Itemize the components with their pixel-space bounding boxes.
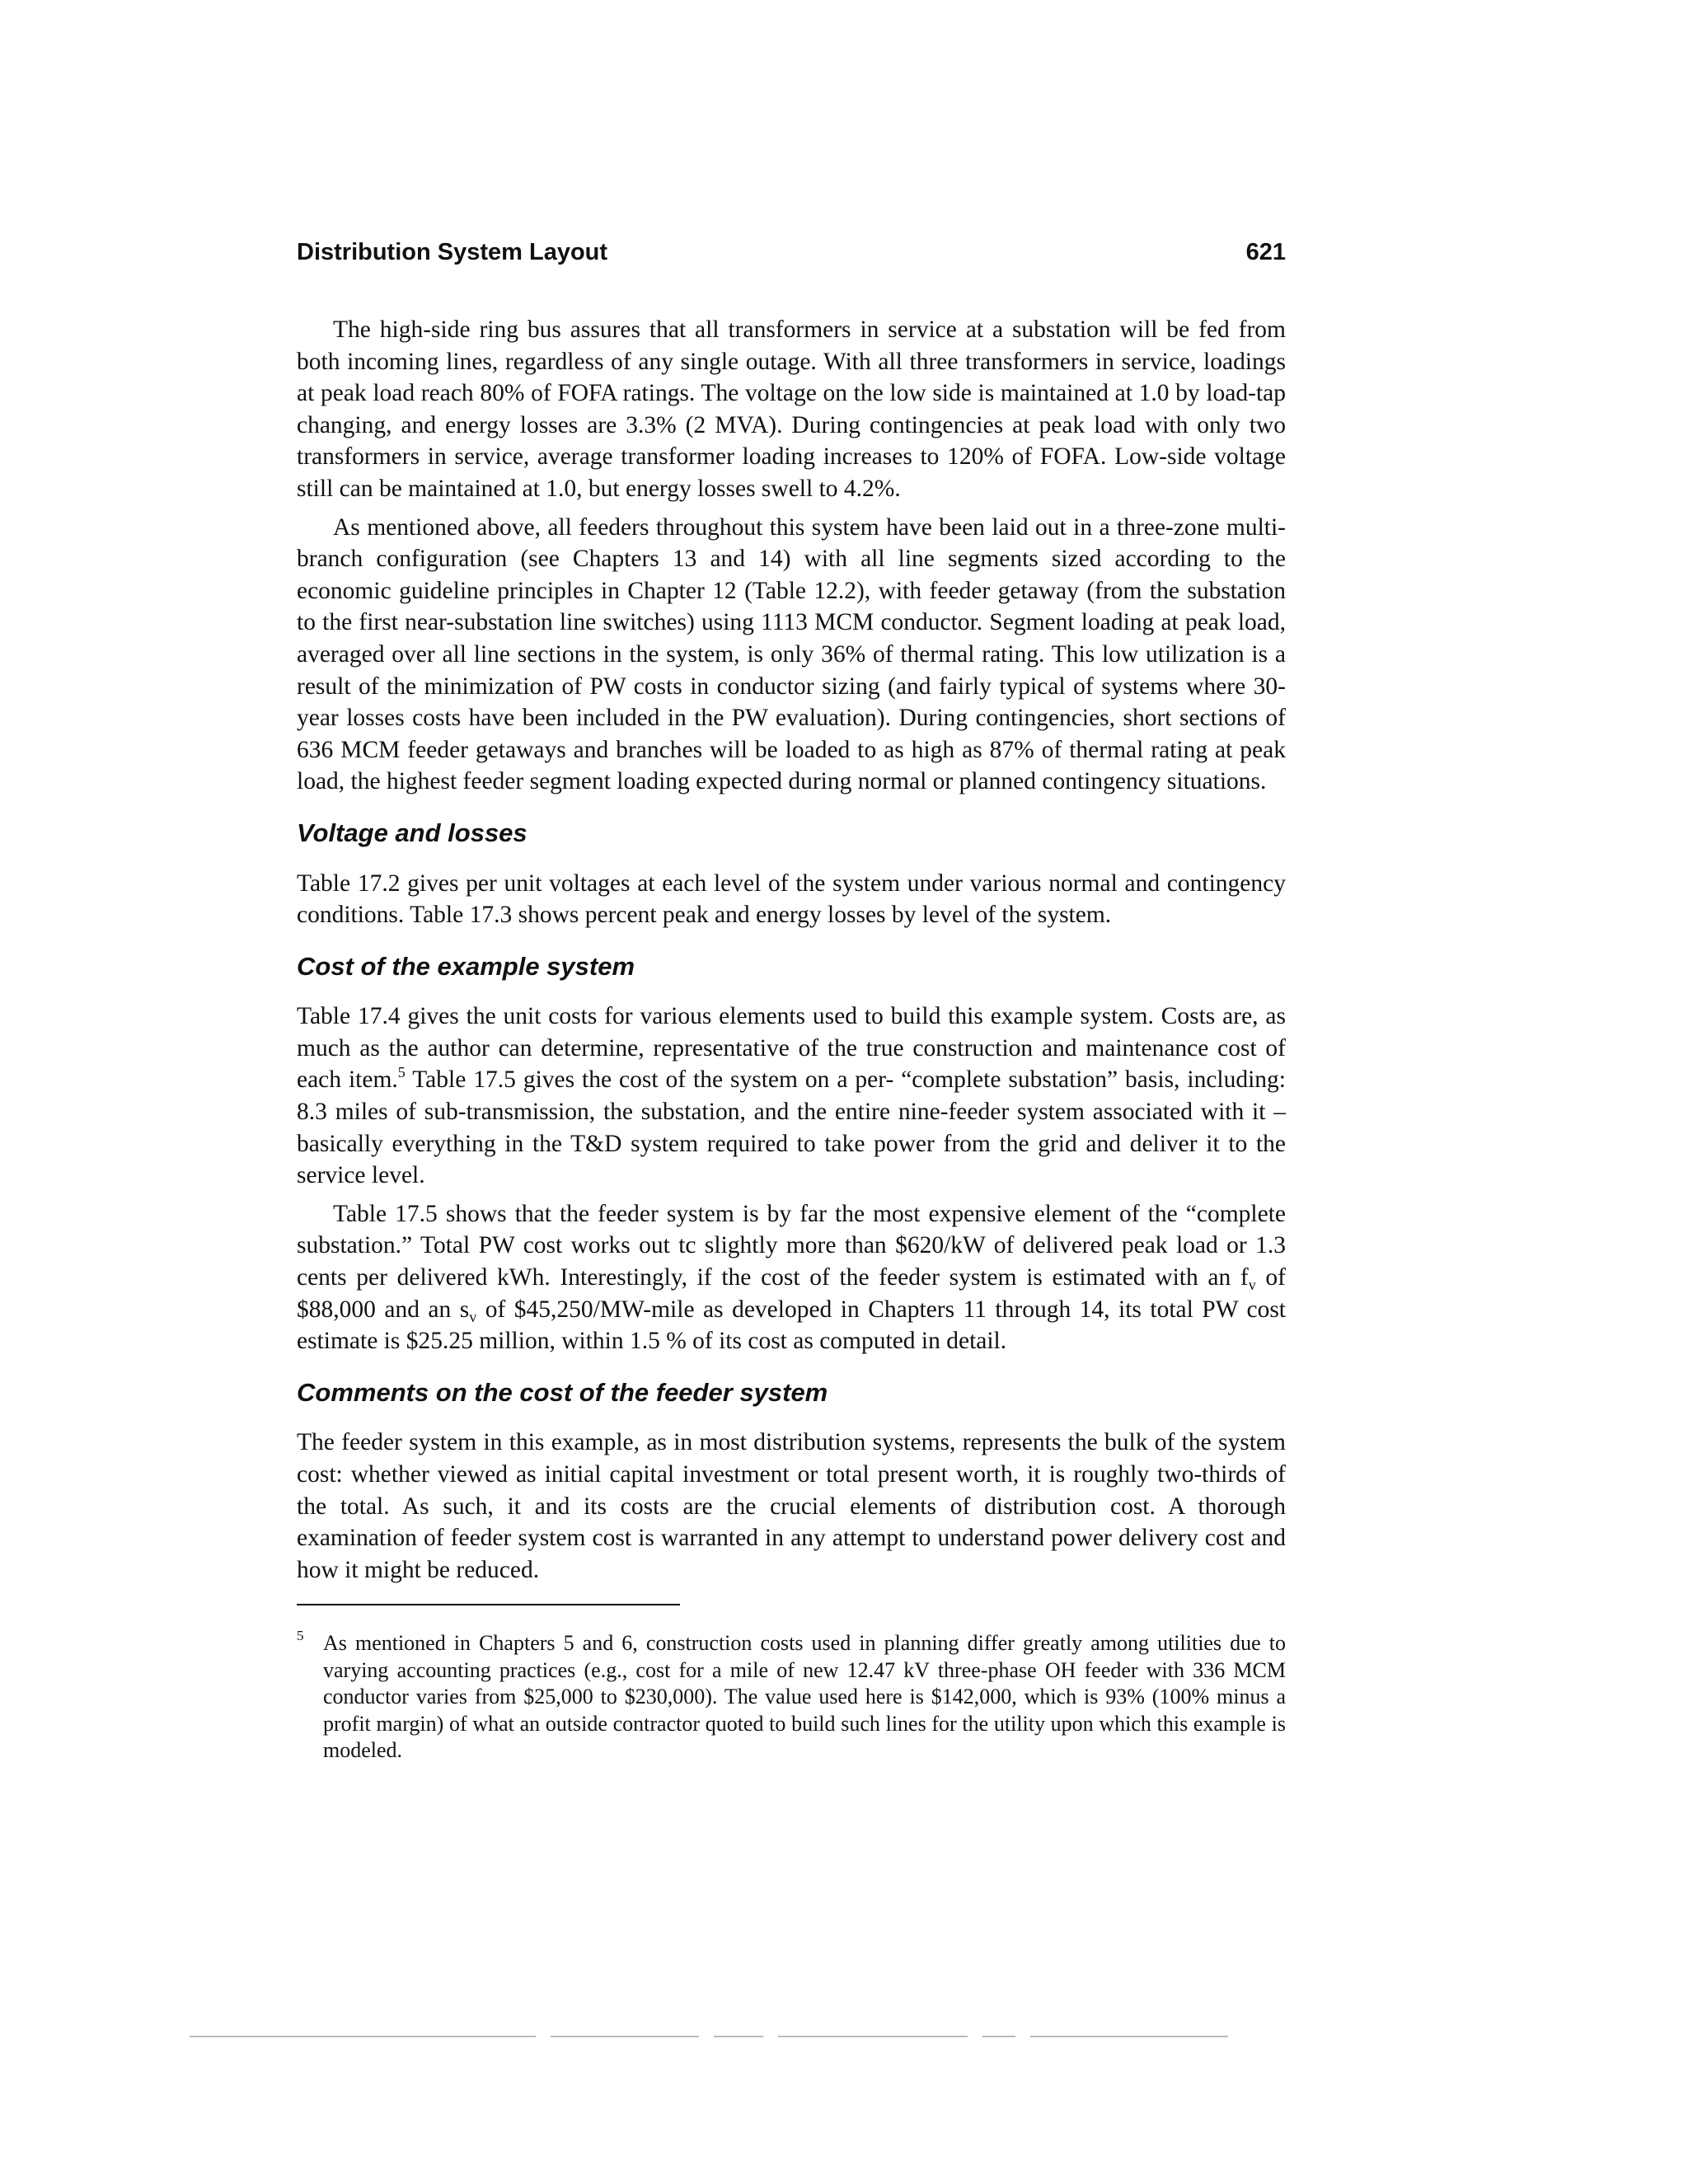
text-span: of $88,000 and an s xyxy=(297,1264,1286,1323)
header-title: Distribution System Layout xyxy=(297,239,608,265)
text-span: Table 17.5 gives the cost of the system on a per- “complete substation” basis, including: 8.3 miles of sub-transmission, the substation, and the entire nine-feeder system associated with it – basically everything in the T&D system required to take power from the grid and deliver it to the service level. xyxy=(297,1066,1286,1189)
subscript-v: v xyxy=(469,1308,477,1325)
subscript-v: v xyxy=(1248,1277,1256,1294)
paragraph-feeder-cost xyxy=(297,1198,1286,1357)
body-text xyxy=(297,314,1286,1586)
text-span: of $45,250/MW-mile as developed in Chapters 11 through 14, its total PW cost estimate is $25.25 million, within 1.5 % of its cost as computed in detail. xyxy=(297,1296,1287,1355)
heading-cost-example: Cost of the example system xyxy=(297,951,635,981)
scan-artifact-line xyxy=(190,2036,1475,2039)
paragraph-ring-bus: The high-side ring bus assures that all transformers in service at a substation will be fed from both incoming lines, regardless of any single outage. With all three transformers in service, loadings at peak load reach 80% of FOFA ratings. The voltage on the low side is maintained at 1.0 by load-tap changing, and energy losses are 3.3% (2 MVA). During contingencies at peak load with only two transformers in service, average transformer loading increases to 120% of FOFA. Low-side voltage still can be maintained at 1.0, but energy losses swell to 4.2%. xyxy=(297,316,1286,502)
footnote-reference: 5 xyxy=(397,1064,406,1081)
footnote: 5 As mentioned in Chapters 5 and 6, construction costs used in planning differ greatly among utilities due to varying accounting practices (e.g., cost for a mile of new 12.47 kV three-phase OH feeder with 336 MCM conductor varies from $25,000 to $230,000). The value used here is $142,000, which is 93% (100% minus a profit margin) of what an outside contractor quoted to build such lines for the utility upon which this example is modeled. xyxy=(297,1628,1286,1763)
paragraph-unit-costs xyxy=(297,1001,1286,1192)
running-header xyxy=(297,239,1286,266)
scan-mark xyxy=(1030,2036,1228,2037)
document-page xyxy=(297,239,1286,1765)
heading-voltage-losses: Voltage and losses xyxy=(297,818,528,847)
paragraph-voltage: Table 17.2 gives per unit voltages at each level of the system under various normal and contingency conditions. Table 17.3 shows percent peak and energy losses by level of the system. xyxy=(297,869,1286,929)
footnote-divider xyxy=(297,1604,680,1605)
scan-mark xyxy=(714,2036,763,2037)
text-span: Table 17.5 shows that the feeder system is by far the most expensive element of the “complete substation.” Total PW cost works out tc slightly more than $620/kW of delivered peak load or 1.3 cents per delivered kWh. Interestingly, if the cost of the feeder system is estimated with an f xyxy=(297,1200,1286,1291)
footnote-text: As mentioned in Chapters 5 and 6, construction costs used in planning differ greatly among utilities due to varying accounting practices (e.g., cost for a mile of new 12.47 kV three-phase OH feeder with 336 MCM conductor varies from $25,000 to $230,000). The value used here is $142,000, which is 93% (100% minus a profit margin) of what an outside contractor quoted to build such lines for the utility upon which this example is modeled. xyxy=(323,1631,1286,1763)
text-span: Table 17.4 gives the unit costs for various elements used to build this example system. Costs are, as much as the author can determine, representative of the true construction and maintenance cost of each item. xyxy=(297,1003,1286,1094)
scan-mark xyxy=(190,2036,536,2037)
page-number: 621 xyxy=(1245,239,1286,265)
paragraph-comments: The feeder system in this example, as in most distribution systems, represents the bulk of the system cost: whether viewed as initial capital investment or total present worth, it is roughly two-thirds of the total. As such, it and its costs are the crucial elements of distribution cost. A thorough examination of feeder system cost is warranted in any attempt to understand power delivery cost and how it might be reduced. xyxy=(297,1429,1286,1583)
scan-mark xyxy=(551,2036,699,2037)
heading-comments-feeder-cost: Comments on the cost of the feeder system xyxy=(297,1377,828,1407)
scan-mark xyxy=(982,2036,1015,2037)
scan-mark xyxy=(778,2036,968,2037)
paragraph-feeders: As mentioned above, all feeders throughout this system have been laid out in a three-zone multi-branch configuration (see Chapters 13 and 14) with all line segments sized according to the economic guideline principles in Chapter 12 (Table 12.2), with feeder getaway (from the substation to the first near-substation line switches) using 1113 MCM conductor. Segment loading at peak load, averaged over all line sections in the system, is only 36% of thermal rating. This low utilization is a result of the minimization of PW costs in conductor sizing (and fairly typical of systems where 30-year losses costs have been included in the PW evaluation). During contingencies, short sections of 636 MCM feeder getaways and branches will be loaded to as high as 87% of thermal rating at peak load, the highest feeder segment loading expected during normal or planned contingency situations. xyxy=(297,513,1286,795)
